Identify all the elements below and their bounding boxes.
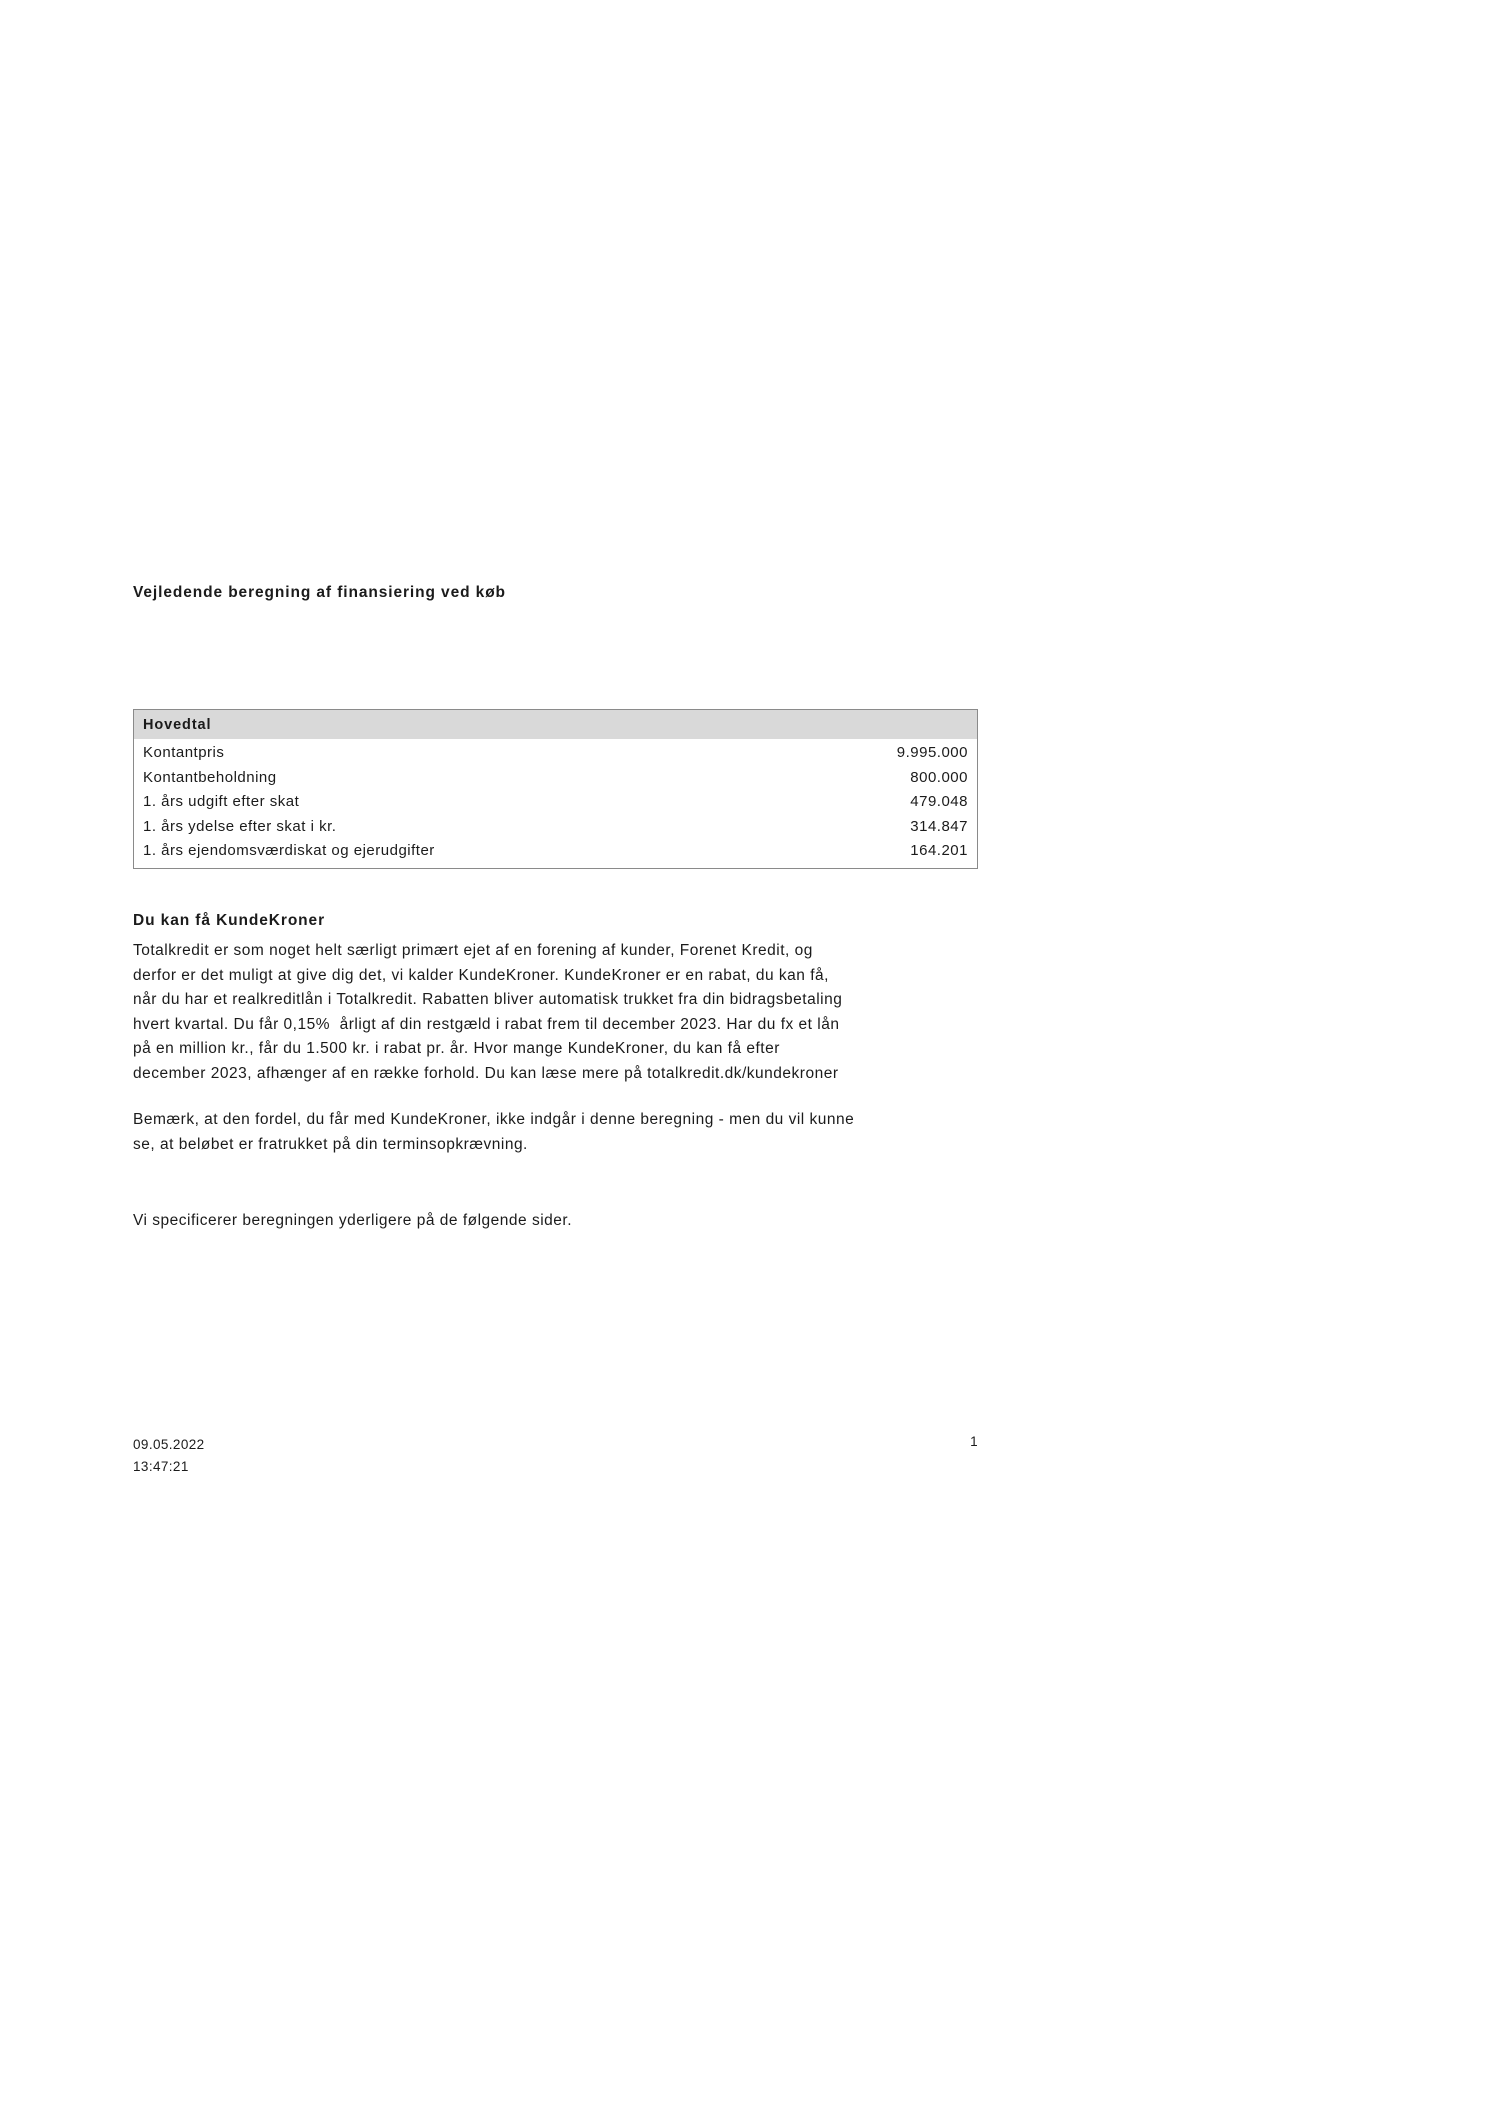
row-label: 1. års ydelse efter skat i kr. bbox=[143, 817, 337, 835]
row-value: 314.847 bbox=[910, 817, 968, 835]
paragraph-line: se, at beløbet er fratrukket på din terminsopkrævning. bbox=[133, 1135, 528, 1153]
note-paragraph bbox=[133, 1108, 1053, 1157]
paragraph-line: når du har et realkreditlån i Totalkredit. Rabatten bliver automatisk trukket fra din bidragsbetaling bbox=[133, 991, 843, 1009]
kundekroner-paragraph bbox=[133, 939, 1053, 1087]
paragraph-line: på en million kr., får du 1.500 kr. i rabat pr. år. Hvor mange KundeKroner, du kan få efter bbox=[133, 1040, 780, 1058]
paragraph-line: Vi specificerer beregningen yderligere på de følgende sider. bbox=[133, 1212, 572, 1229]
row-label: Kontantpris bbox=[143, 744, 225, 761]
table-row bbox=[134, 790, 977, 815]
closing-paragraph bbox=[133, 1209, 1053, 1234]
row-value: 479.048 bbox=[910, 793, 968, 810]
paragraph-line: hvert kvartal. Du får 0,15% årligt af din restgæld i rabat frem til december 2023. Har du fx et lån bbox=[133, 1015, 840, 1033]
table-row bbox=[134, 815, 977, 840]
row-label: Kontantbeholdning bbox=[143, 768, 277, 786]
footer-date: 09.05.2022 bbox=[133, 1437, 205, 1452]
table-body bbox=[134, 739, 977, 868]
row-value: 9.995.000 bbox=[896, 744, 968, 761]
table-row bbox=[134, 766, 977, 791]
kundekroner-heading: Du kan få KundeKroner bbox=[133, 912, 326, 929]
row-value: 800.000 bbox=[910, 768, 968, 786]
hovedtal-table bbox=[133, 709, 978, 869]
page-number: 1 bbox=[970, 1434, 978, 1449]
document-title: Vejledende beregning af finansiering ved køb bbox=[133, 584, 506, 601]
row-label: 1. års udgift efter skat bbox=[143, 793, 300, 810]
row-label: 1. års ejendomsværdiskat og ejerudgifter bbox=[143, 842, 435, 859]
table-header: Hovedtal bbox=[134, 710, 977, 739]
paragraph-line: derfor er det muligt at give dig det, vi kalder KundeKroner. KundeKroner er en rabat, du kan få, bbox=[133, 966, 829, 984]
footer-time: 13:47:21 bbox=[133, 1459, 189, 1474]
paragraph-line: Totalkredit er som noget helt særligt primært ejet af en forening af kunder, Forenet Kredit, og bbox=[133, 942, 813, 959]
row-value: 164.201 bbox=[910, 842, 968, 859]
table-row bbox=[134, 741, 977, 766]
paragraph-line: Bemærk, at den fordel, du får med KundeKroner, ikke indgår i denne beregning - men du vil kunne bbox=[133, 1111, 855, 1128]
table-row bbox=[134, 839, 977, 864]
paragraph-line: december 2023, afhænger af en række forhold. Du kan læse mere på totalkredit.dk/kundekroner bbox=[133, 1064, 839, 1082]
